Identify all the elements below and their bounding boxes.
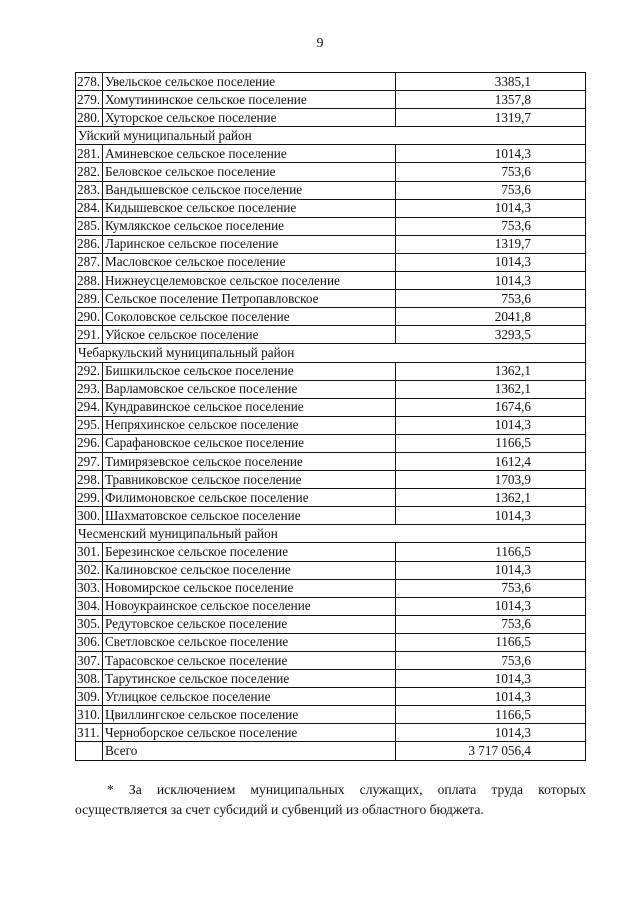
row-number: 283.: [76, 181, 103, 199]
table-section-row: [76, 127, 586, 145]
row-number: 299.: [76, 489, 103, 507]
settlement-name: Ларинское сельское поселение: [103, 235, 396, 253]
row-number: 302.: [76, 561, 103, 579]
table-row: [76, 579, 586, 597]
table-row: [76, 434, 586, 452]
amount-value: 1014,3: [396, 561, 586, 579]
amount-value: 1166,5: [396, 543, 586, 561]
settlement-name: Масловское сельское поселение: [103, 253, 396, 271]
settlement-name: Сельское поселение Петропавловское: [103, 290, 396, 308]
row-number: 282.: [76, 163, 103, 181]
amount-value: 753,6: [396, 615, 586, 633]
amount-value: 1014,3: [396, 507, 586, 525]
table-row: [76, 235, 586, 253]
table-row: [76, 507, 586, 525]
row-number: 300.: [76, 507, 103, 525]
table-row: [76, 597, 586, 615]
settlement-name: Уйское сельское поселение: [103, 326, 396, 344]
table-row: [76, 91, 586, 109]
settlement-name: Новомирское сельское поселение: [103, 579, 396, 597]
row-number: 286.: [76, 235, 103, 253]
row-number: 305.: [76, 615, 103, 633]
amount-value: 753,6: [396, 579, 586, 597]
table-row: [76, 706, 586, 724]
row-number: 310.: [76, 706, 103, 724]
table-row: [76, 543, 586, 561]
table-row: [76, 163, 586, 181]
amount-value: 1362,1: [396, 489, 586, 507]
table-row: [76, 308, 586, 326]
table-row: [76, 398, 586, 416]
settlement-name: Редутовское сельское поселение: [103, 615, 396, 633]
row-number: 291.: [76, 326, 103, 344]
settlement-name: Кидышевское сельское поселение: [103, 199, 396, 217]
settlement-name: Шахматовское сельское поселение: [103, 507, 396, 525]
amount-value: 753,6: [396, 290, 586, 308]
amount-value: 753,6: [396, 217, 586, 235]
table-row: [76, 272, 586, 290]
settlement-name: Хомутининское сельское поселение: [103, 91, 396, 109]
settlement-name: Увельское сельское поселение: [103, 73, 396, 91]
settlement-name: Аминевское сельское поселение: [103, 145, 396, 163]
table-row: [76, 290, 586, 308]
amount-value: 753,6: [396, 181, 586, 199]
table-row: [76, 145, 586, 163]
row-number: 308.: [76, 670, 103, 688]
amount-value: 1166,5: [396, 434, 586, 452]
row-number: 284.: [76, 199, 103, 217]
settlement-name: Вандышевское сельское поселение: [103, 181, 396, 199]
table-row: [76, 452, 586, 470]
table-row: [76, 615, 586, 633]
settlement-name: Бишкильское сельское поселение: [103, 362, 396, 380]
row-number: 294.: [76, 398, 103, 416]
section-title: Уйский муниципальный район: [76, 127, 586, 145]
amount-value: 1014,3: [396, 670, 586, 688]
amount-value: 1014,3: [396, 145, 586, 163]
row-number: 306.: [76, 633, 103, 651]
row-number: 287.: [76, 253, 103, 271]
table-row: [76, 688, 586, 706]
row-number: 288.: [76, 272, 103, 290]
table-row: [76, 489, 586, 507]
row-number: 278.: [76, 73, 103, 91]
row-number: 295.: [76, 416, 103, 434]
amount-value: 1319,7: [396, 235, 586, 253]
settlement-name: Варламовское сельское поселение: [103, 380, 396, 398]
page-number: 9: [316, 36, 324, 51]
table-row: [76, 109, 586, 127]
footnote: * За исключением муниципальных служащих, оплата труда которых осуществляется за счет субсидий и субвенций из областного бюджета.: [75, 782, 586, 817]
settlement-name: Кундравинское сельское поселение: [103, 398, 396, 416]
amount-value: 1357,8: [396, 91, 586, 109]
settlement-name: Непряхинское сельское поселение: [103, 416, 396, 434]
amount-value: 1014,3: [396, 272, 586, 290]
settlement-name: Хуторское сельское поселение: [103, 109, 396, 127]
row-number: 301.: [76, 543, 103, 561]
row-number: 297.: [76, 452, 103, 470]
row-number: 296.: [76, 434, 103, 452]
settlement-name: Черноборское сельское поселение: [103, 724, 396, 742]
table-row: [76, 73, 586, 91]
amount-value: 1612,4: [396, 452, 586, 470]
row-number: 279.: [76, 91, 103, 109]
row-number: 290.: [76, 308, 103, 326]
settlement-name: Тарутинское сельское поселение: [103, 670, 396, 688]
settlement-name: Сарафановское сельское поселение: [103, 434, 396, 452]
settlement-name: Травниковское сельское поселение: [103, 471, 396, 489]
amount-value: 3 717 056,4: [396, 742, 586, 760]
amount-value: 1166,5: [396, 633, 586, 651]
row-number: 292.: [76, 362, 103, 380]
table-row: [76, 724, 586, 742]
amount-value: 1014,3: [396, 724, 586, 742]
settlement-name: Нижнеусцелемовское сельское поселение: [103, 272, 396, 290]
table-section-row: [76, 525, 586, 543]
row-number: 298.: [76, 471, 103, 489]
table-row: [76, 181, 586, 199]
amount-value: 1014,3: [396, 253, 586, 271]
amount-value: 1166,5: [396, 706, 586, 724]
table-row: [76, 742, 586, 760]
table-row: [76, 362, 586, 380]
row-number: 304.: [76, 597, 103, 615]
row-number: 307.: [76, 652, 103, 670]
settlement-name: Тимирязевское сельское поселение: [103, 452, 396, 470]
amount-value: 1014,3: [396, 416, 586, 434]
settlement-name: Кумлякское сельское поселение: [103, 217, 396, 235]
section-title: Чесменский муниципальный район: [76, 525, 586, 543]
table-row: [76, 199, 586, 217]
table-row: [76, 652, 586, 670]
amount-value: 1319,7: [396, 109, 586, 127]
amount-value: 1014,3: [396, 688, 586, 706]
row-number: 289.: [76, 290, 103, 308]
amount-value: 753,6: [396, 652, 586, 670]
settlements-table: [75, 72, 586, 761]
amount-value: 1362,1: [396, 380, 586, 398]
table-row: [76, 380, 586, 398]
amount-value: 2041,8: [396, 308, 586, 326]
amount-value: 1362,1: [396, 362, 586, 380]
settlement-name: Новоукраинское сельское поселение: [103, 597, 396, 615]
settlement-name: Углицкое сельское поселение: [103, 688, 396, 706]
table-row: [76, 326, 586, 344]
amount-value: 3293,5: [396, 326, 586, 344]
table-section-row: [76, 344, 586, 362]
amount-value: 1014,3: [396, 199, 586, 217]
row-number: 280.: [76, 109, 103, 127]
table-row: [76, 471, 586, 489]
table-row: [76, 253, 586, 271]
amount-value: 1014,3: [396, 597, 586, 615]
settlement-name: Цвиллингское сельское поселение: [103, 706, 396, 724]
table-row: [76, 633, 586, 651]
amount-value: 1674,6: [396, 398, 586, 416]
row-number: 281.: [76, 145, 103, 163]
row-number: 309.: [76, 688, 103, 706]
settlement-name: Беловское сельское поселение: [103, 163, 396, 181]
table-row: [76, 217, 586, 235]
row-number: [76, 742, 103, 760]
table-row: [76, 670, 586, 688]
section-title: Чебаркульский муниципальный район: [76, 344, 586, 362]
amount-value: 3385,1: [396, 73, 586, 91]
settlement-name: Березинское сельское поселение: [103, 543, 396, 561]
table-row: [76, 416, 586, 434]
settlement-name: Всего: [103, 742, 396, 760]
row-number: 311.: [76, 724, 103, 742]
settlement-name: Тарасовское сельское поселение: [103, 652, 396, 670]
settlement-name: Филимоновское сельское поселение: [103, 489, 396, 507]
row-number: 303.: [76, 579, 103, 597]
row-number: 293.: [76, 380, 103, 398]
row-number: 285.: [76, 217, 103, 235]
amount-value: 1703,9: [396, 471, 586, 489]
settlement-name: Калиновское сельское поселение: [103, 561, 396, 579]
amount-value: 753,6: [396, 163, 586, 181]
settlements-table-body: [76, 73, 586, 761]
table-row: [76, 561, 586, 579]
settlement-name: Светловское сельское поселение: [103, 633, 396, 651]
settlement-name: Соколовское сельское поселение: [103, 308, 396, 326]
